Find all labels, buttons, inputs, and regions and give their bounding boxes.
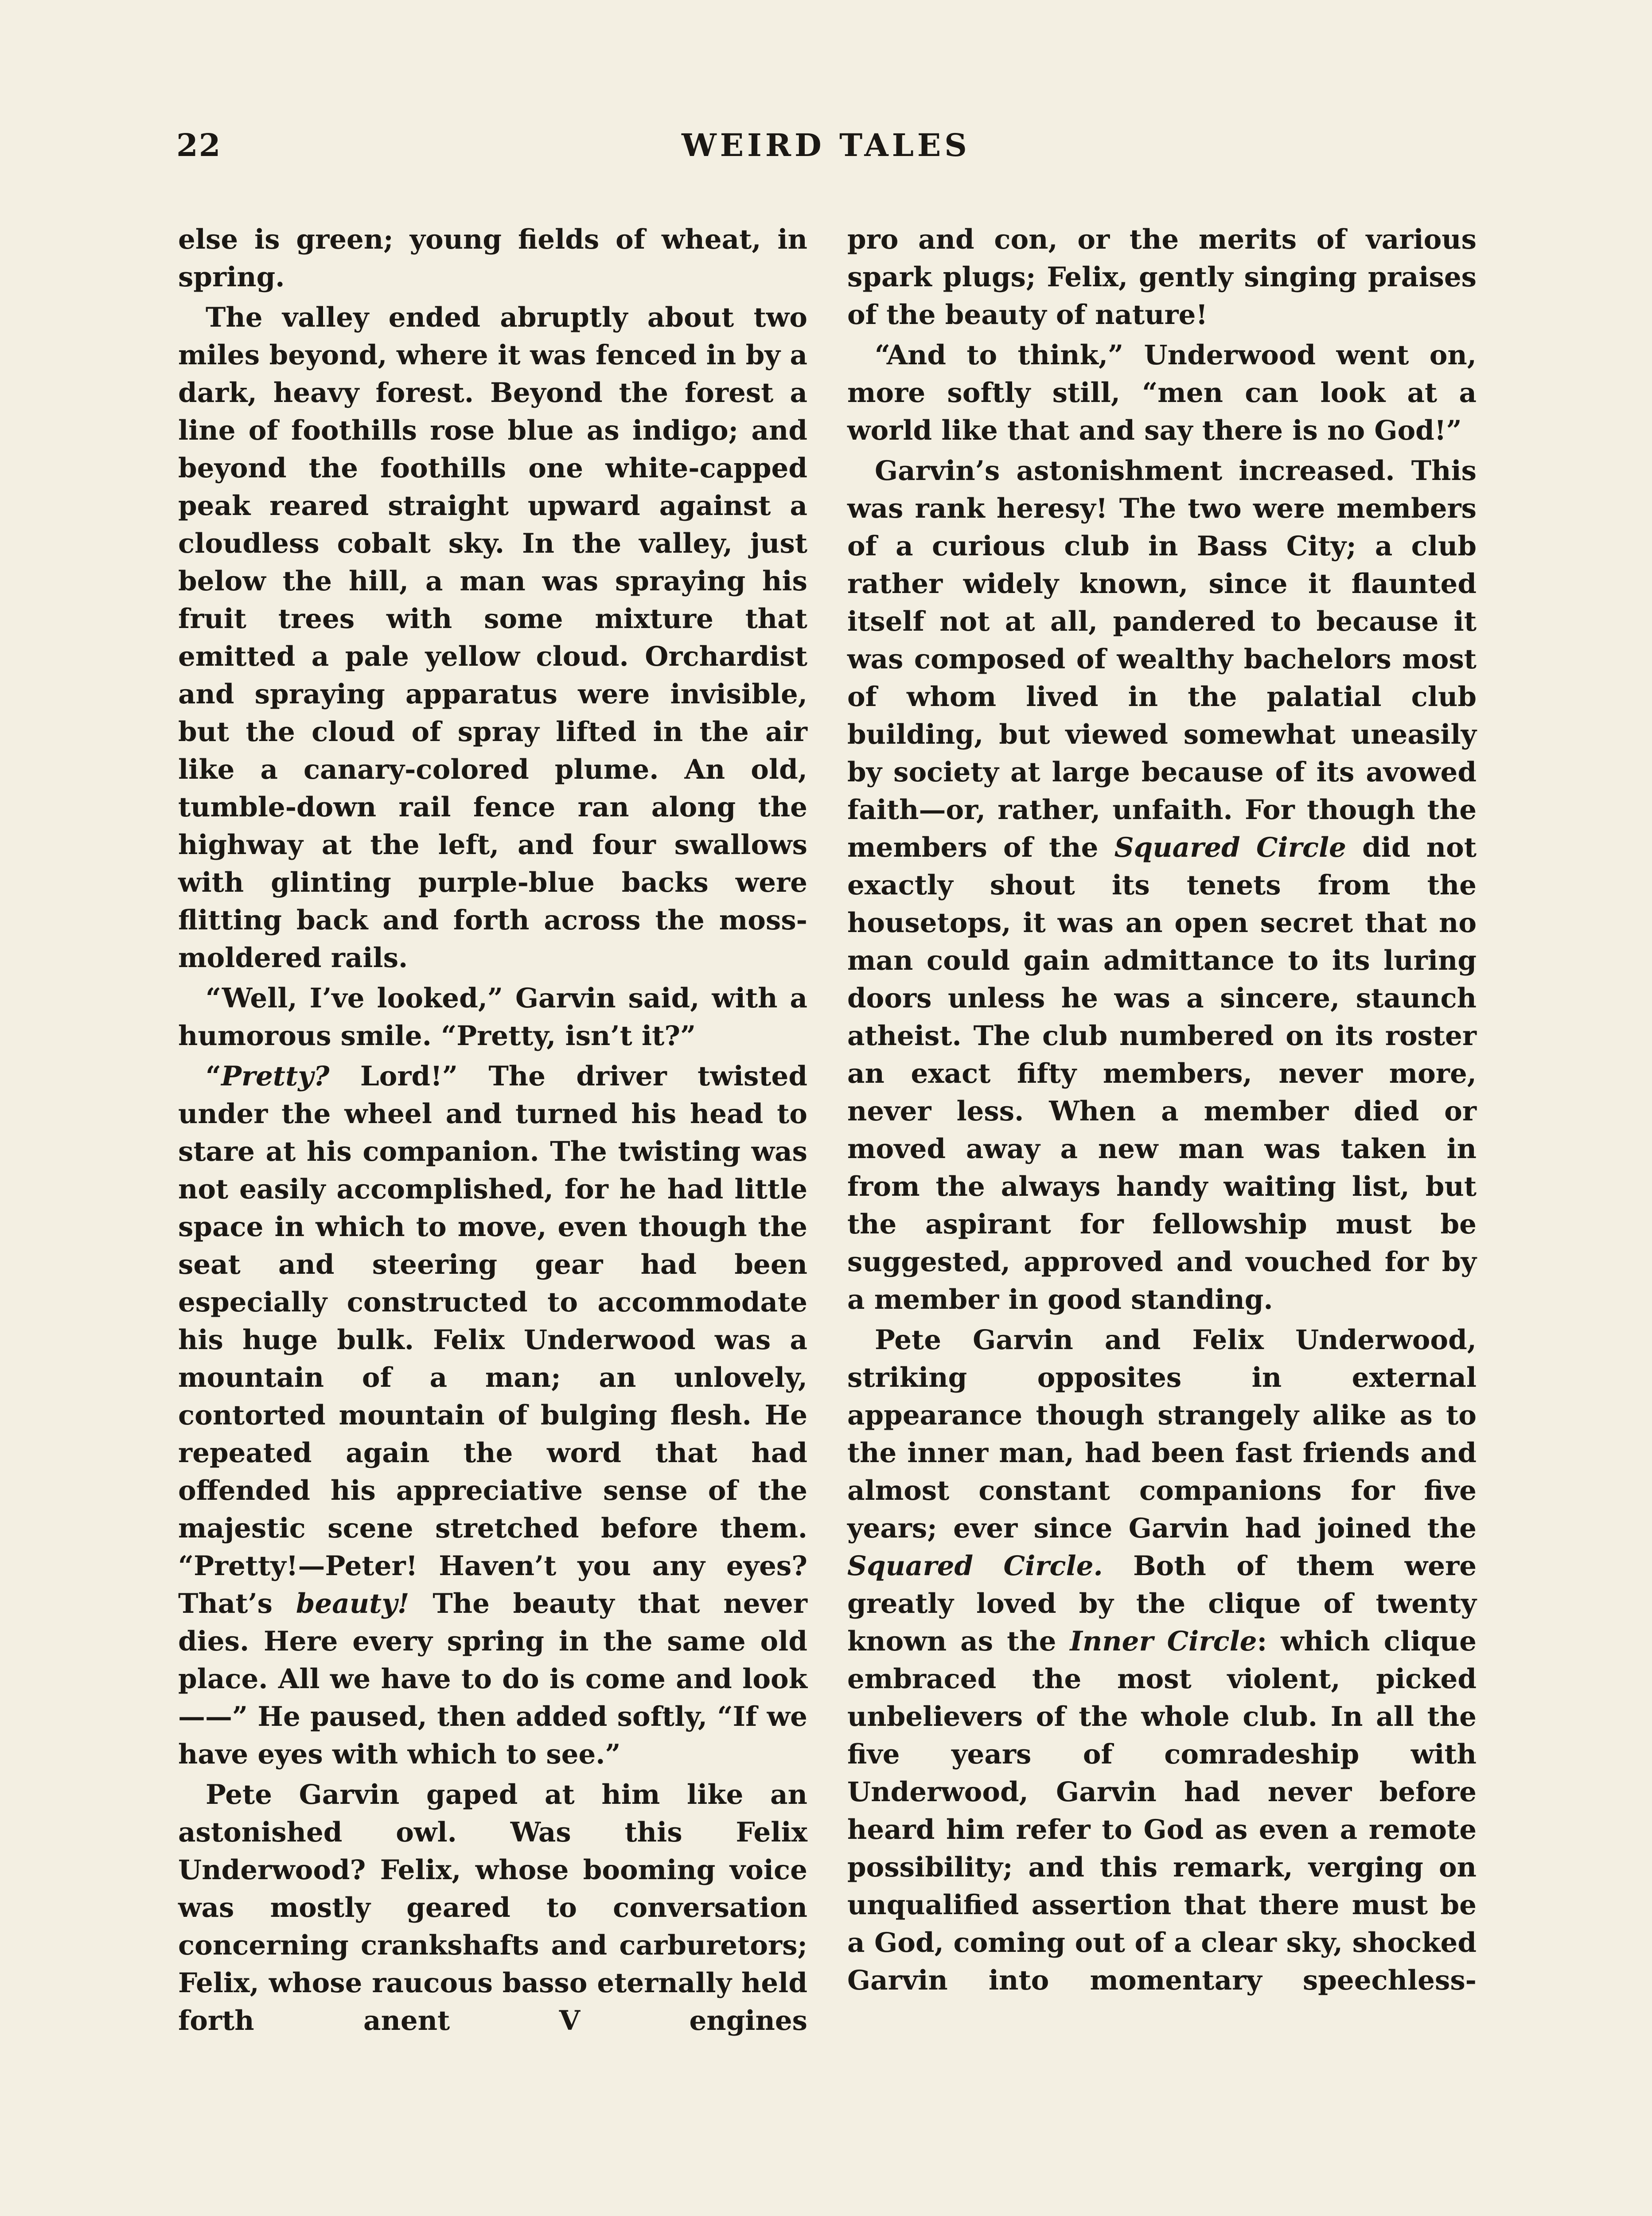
running-title: WEIRD TALES bbox=[682, 127, 970, 164]
italic-squared-circle-2: Squared Circle. bbox=[847, 1550, 1103, 1582]
right-paragraph-3 bbox=[847, 452, 1477, 1319]
right-paragraph-2: “And to think,” Underwood went on, more softly still, “men can look at a world like that and say there is no God!” bbox=[847, 339, 1477, 446]
right-paragraph-4 bbox=[847, 1321, 1477, 1999]
right-paragraph-4-end: : which clique embraced the most violent, picked unbelievers of the whole club. In all the five years of comradeship with Underwood, Garvin had never before heard him refer to God as even a remote possibility; and this remark, verging on unqualified assertion that there must be a God, coming out of a clear sky, shocked Garvin into momentary speechless- bbox=[847, 1626, 1477, 1996]
right-paragraph-1: pro and con, or the merits of various spark plugs; Felix, gently singing praises of the beauty of nature! bbox=[847, 224, 1477, 331]
left-paragraph-1: else is green; young fields of wheat, in spring. bbox=[178, 224, 807, 293]
left-paragraph-4: “Pretty? Lord!” The driver twisted under the wheel and turned his head to stare at his companion. The twisting was not easily accomplished, for he had little space in which to move, even though the seat and steering gear had been especially constructed to accommodate his huge bulk. Felix Underwood was a mountain of a man; an unlovely, contorted mountain of bulging flesh. He repeated again the word that had offended his appreciative sense of the majestic scene stretched before them. “Pretty!—Peter! Haven’t you any eyes? That’s beauty! The beauty that never dies. Here every spring in the same old place. All we have to do is come and look——” He paused, then added softly, “If we have eyes with which to see.” bbox=[178, 1061, 807, 1770]
right-paragraph-4-text: Pete Garvin and Felix Underwood, striking opposites in external appearance though strangely alike as to the inner man, had been fast friends and almost constant companions for five years; ever since Garvin had joined the bbox=[847, 1324, 1477, 1544]
right-paragraph-3-text: Garvin’s astonishment increased. This was rank heresy! The two were members of a curious club in Bass City; a club rather widely known, since it flaunted itself not at all, pandered to because it was composed of wealthy bachelors most of whom lived in the palatial club building, but viewed somewhat uneasily by society at large because of its avowed faith—or, rather, unfaith. For though the members of the bbox=[847, 455, 1477, 863]
italic-squared-circle: Squared Circle bbox=[1114, 832, 1346, 863]
right-column bbox=[847, 221, 1477, 2002]
italic-pretty: Pretty? bbox=[221, 1061, 330, 1092]
right-paragraph-4-mid: Both of them were greatly loved by the clique of twenty known as the bbox=[847, 1550, 1477, 1657]
left-paragraph-2: The valley ended abruptly about two miles beyond, where it was fenced in by a dark, heavy forest. Beyond the forest a line of foothills rose blue as indigo; and beyond the foothills one white-capped peak reared straight upward against a cloudless cobalt sky. In the valley, just below the hill, a man was spraying his fruit trees with some mixture that emitted a pale yellow cloud. Orchardist and spraying apparatus were invisible, but the cloud of spray lifted in the air like a canary-colored plume. An old, tumble-down rail fence ran along the highway at the left, and four swallows with glinting purple-blue backs were flitting back and forth across the moss-moldered rails. bbox=[178, 302, 807, 974]
italic-inner-circle: Inner Circle bbox=[1070, 1626, 1257, 1657]
right-paragraph-3-end: did not exactly shout its tenets from the housetops, it was an open secret that no man could gain admittance to its luring doors unless he was a sincere, staunch atheist. The club numbered on its roster an exact fifty members, never more, never less. When a member died or moved away a new man was taken in from the always handy waiting list, but the aspirant for fellowship must be suggested, approved and vouched for by a member in good standing. bbox=[847, 832, 1477, 1315]
italic-beauty: beauty! bbox=[296, 1588, 409, 1619]
left-paragraph-3: “Well, I’ve looked,” Garvin said, with a humorous smile. “Pretty, isn’t it?” bbox=[178, 983, 807, 1052]
left-column bbox=[178, 221, 807, 2042]
page-header bbox=[176, 127, 1476, 176]
page-number: 22 bbox=[176, 127, 222, 164]
left-paragraph-4-end: The beauty that never dies. Here every spring in the same old place. All we have to do is come and look——” He paused, then added softly, “If we have eyes with which to see.” bbox=[178, 1588, 807, 1770]
left-paragraph-5: Pete Garvin gaped at him like an astonished owl. Was this Felix Underwood? Felix, whose booming voice was mostly geared to conversation concerning crankshafts and carburetors; Felix, whose raucous basso eternally held forth anent V engines bbox=[178, 1779, 807, 2037]
left-paragraph-4-text: Lord!” The driver twisted under the wheel and turned his head to stare at his companion. The twisting was not easily accomplished, for he had little space in which to move, even though the seat and steering gear had been especially constructed to accommodate his huge bulk. Felix Underwood was a mountain of a man; an unlovely, contorted mountain of bulging flesh. He repeated again the word that had offended his appreciative sense of the majestic scene stretched before them. “Pretty!—Peter! Haven’t you any eyes? That’s bbox=[178, 1061, 807, 1619]
